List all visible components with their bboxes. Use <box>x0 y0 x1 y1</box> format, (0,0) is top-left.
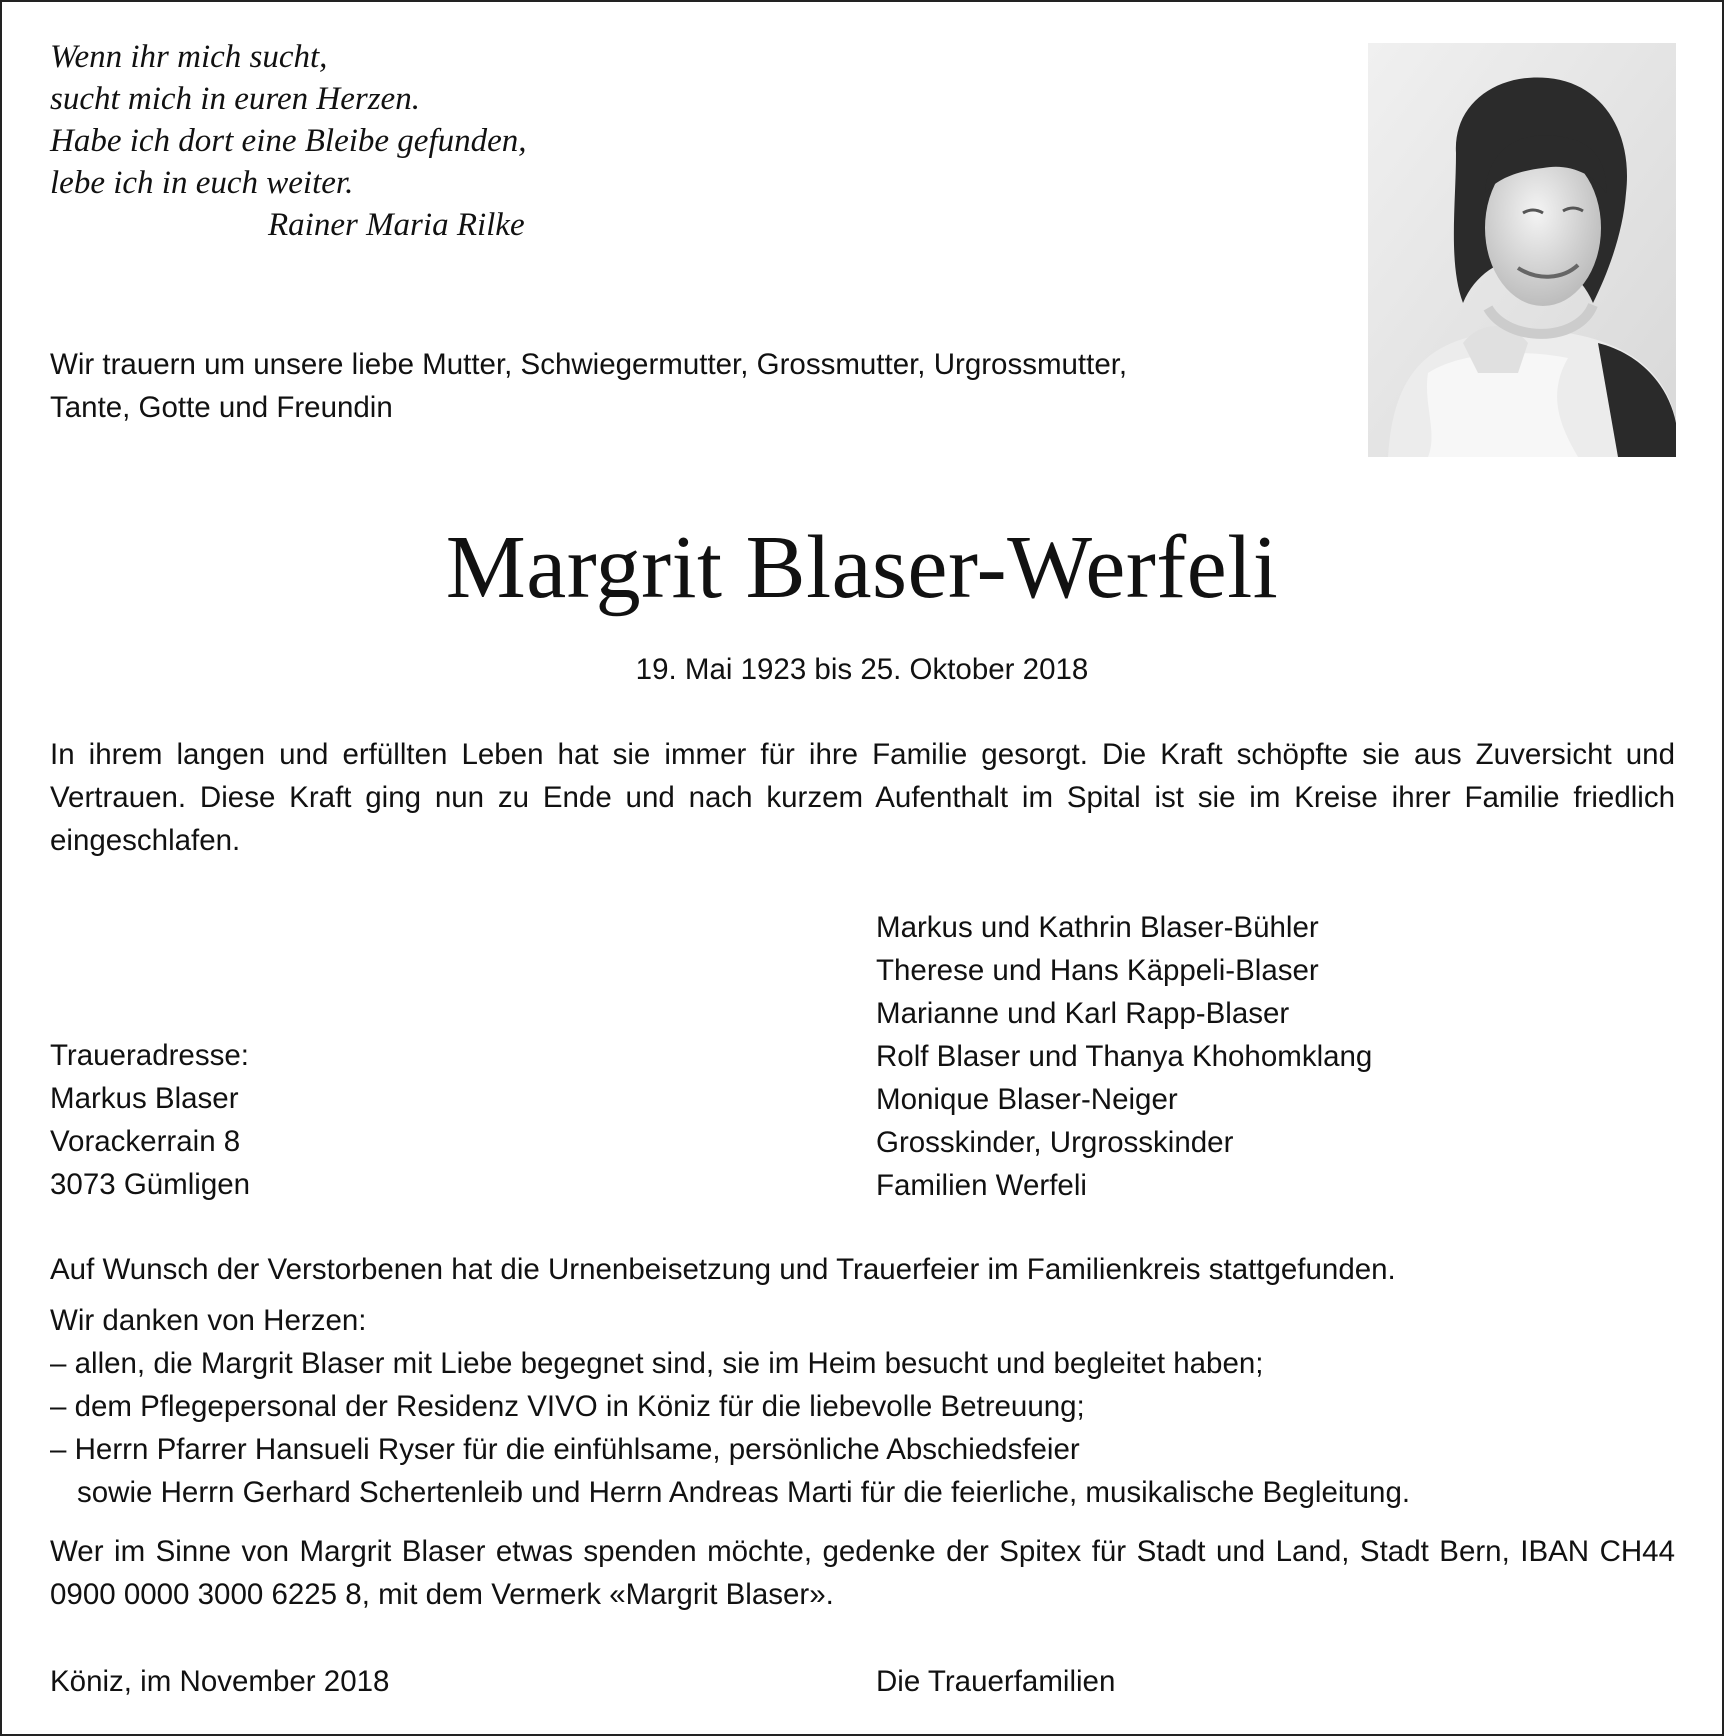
thanks-item-continuation: sowie Herrn Gerhard Schertenleib und Herrn Andreas Marti für die feierliche, musikalische Begleitung. <box>77 1476 1411 1509</box>
life-paragraph <box>50 733 1675 862</box>
portrait-illustration <box>1368 43 1676 457</box>
family-list <box>876 906 1372 1207</box>
thanks-item: – allen, die Margrit Blaser mit Liebe begegnet sind, sie im Heim besucht und begleitet haben; <box>50 1347 1264 1380</box>
address-label: Traueradresse: <box>50 1039 249 1072</box>
deceased-name: Margrit Blaser-Werfeli <box>445 518 1279 617</box>
life-text: In ihrem langen und erfüllten Leben hat sie immer für ihre Familie gesorgt. Die Kraft schöpfte sie aus Zuversicht und Vertrauen. Diese Kraft ging nun zu Ende und nach kurzem Aufenthalt im Spital ist sie im Kreise ihrer Familie friedlich eingeschlafen. <box>50 738 1675 857</box>
poem-line: Habe ich dort eine Bleibe gefunden, <box>50 123 527 159</box>
address-line: 3073 Gümligen <box>50 1168 251 1201</box>
thanks-item: – dem Pflegepersonal der Residenz VIVO in Köniz für die liebevolle Betreuung; <box>50 1390 1085 1423</box>
family-member: Therese und Hans Käppeli-Blaser <box>876 954 1319 987</box>
thanks-section <box>50 1248 1675 1514</box>
family-member: Monique Blaser-Neiger <box>876 1083 1178 1116</box>
poem-author: Rainer Maria Rilke <box>268 207 525 243</box>
family-member: Marianne und Karl Rapp-Blaser <box>876 997 1290 1030</box>
poem-line: lebe ich in euch weiter. <box>50 165 354 201</box>
address-line: Markus Blaser <box>50 1082 239 1115</box>
place-date: Köniz, im November 2018 <box>50 1665 390 1698</box>
family-member: Markus und Kathrin Blaser-Bühler <box>876 911 1319 944</box>
address-line: Vorackerrain 8 <box>50 1125 241 1158</box>
intro-text <box>50 343 1127 429</box>
life-dates: 19. Mai 1923 bis 25. Oktober 2018 <box>635 653 1089 686</box>
thanks-heading: Wir danken von Herzen: <box>50 1304 367 1337</box>
family-member: Familien Werfeli <box>876 1169 1087 1202</box>
family-member: Rolf Blaser und Thanya Khohomklang <box>876 1040 1373 1073</box>
poem-line: sucht mich in euren Herzen. <box>50 81 420 117</box>
intro-line: Wir trauern um unsere liebe Mutter, Schwiegermutter, Grossmutter, Urgrossmutter, <box>50 348 1128 381</box>
donation-paragraph <box>50 1530 1675 1616</box>
donation-text: Wer im Sinne von Margrit Blaser etwas spenden möchte, gedenke der Spitex für Stadt und Land, Stadt Bern, IBAN CH44 0900 0000 3000 6225 8, mit dem Vermerk «Margrit Blaser». <box>50 1535 1675 1611</box>
portrait-photo <box>1368 43 1676 457</box>
intro-line: Tante, Gotte und Freundin <box>50 391 393 424</box>
thanks-item: – Herrn Pfarrer Hansueli Ryser für die einfühlsame, persönliche Abschiedsfeier <box>50 1433 1080 1466</box>
signature: Die Trauerfamilien <box>876 1665 1116 1698</box>
mourning-address <box>50 1034 250 1206</box>
poem <box>50 36 527 246</box>
poem-line: Wenn ihr mich sucht, <box>50 39 328 75</box>
ceremony-text: Auf Wunsch der Verstorbenen hat die Urnenbeisetzung und Trauerfeier im Familienkreis stattgefunden. <box>50 1253 1396 1286</box>
family-member: Grosskinder, Urgrosskinder <box>876 1126 1234 1159</box>
